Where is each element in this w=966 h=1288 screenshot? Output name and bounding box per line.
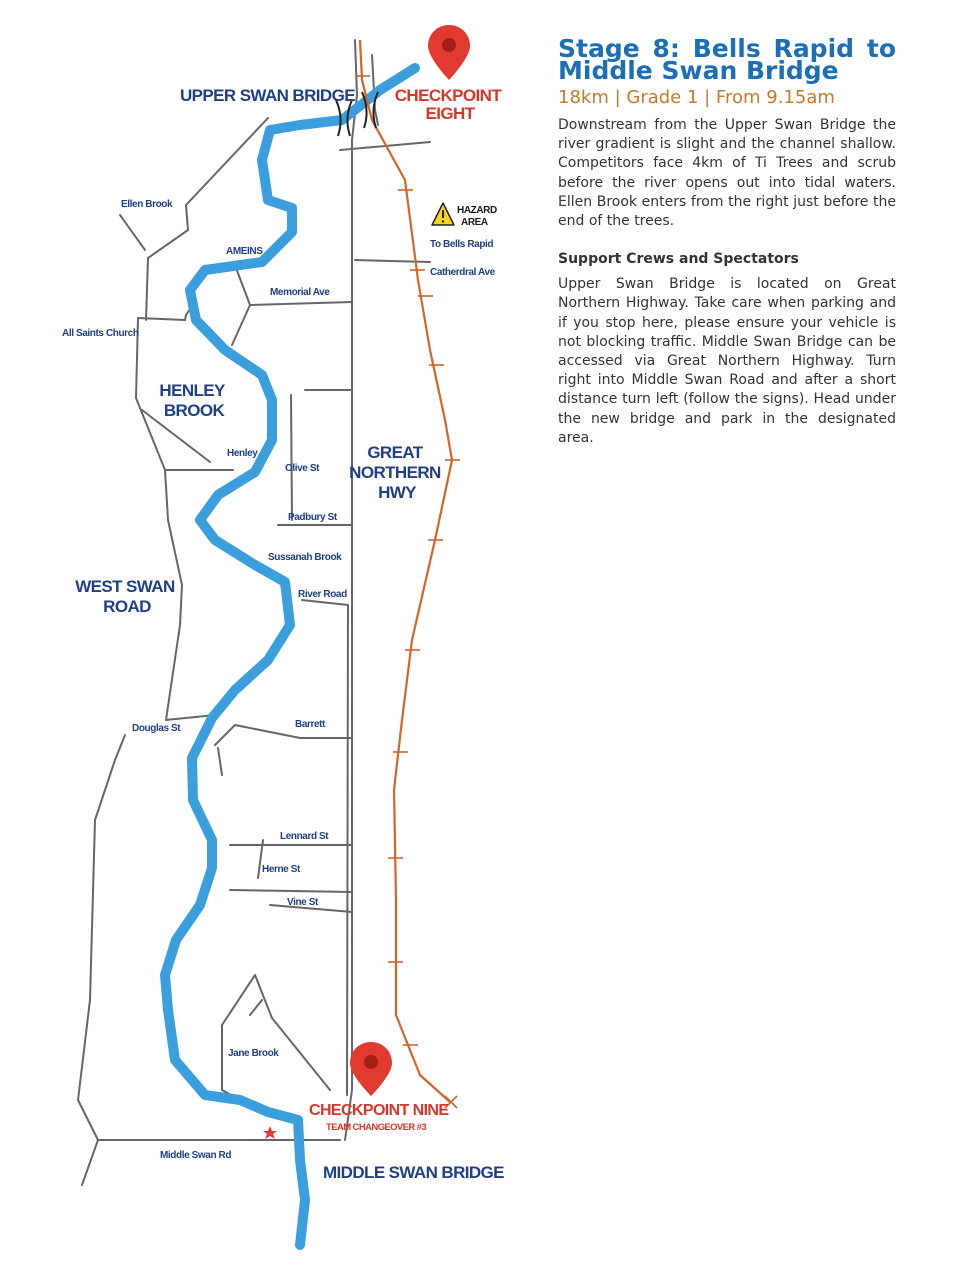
susannah-brook-label: Sussanah Brook xyxy=(268,552,342,563)
to-bells-rapid-label: To Bells Rapid xyxy=(430,239,494,250)
cathedral-ave-label: Catherdral Ave xyxy=(430,267,495,278)
herne-st-label: Herne St xyxy=(262,864,300,875)
middle-swan-bridge-label: MIDDLE SWAN BRIDGE xyxy=(323,1163,504,1182)
hazard-icon xyxy=(432,203,454,225)
barrett-label: Barrett xyxy=(295,719,325,730)
stage-title: Stage 8: Bells Rapid to Middle Swan Bridge xyxy=(558,34,896,85)
all-saints-church-label: All Saints Church xyxy=(62,328,139,339)
checkpoint-nine-marker-icon xyxy=(350,1042,392,1096)
upper-swan-bridge-label: UPPER SWAN BRIDGE xyxy=(180,86,355,105)
team-changeover-label: TEAM CHANGEOVER #3 xyxy=(326,1122,427,1133)
support-heading: Support Crews and Spectators xyxy=(558,251,799,268)
douglas-st-label: Douglas St xyxy=(132,723,181,734)
padbury-st-label: Padbury St xyxy=(288,512,337,523)
ellen-brook-label: Ellen Brook xyxy=(121,199,173,210)
memorial-ave-label: Memorial Ave xyxy=(270,287,330,298)
star-icon xyxy=(263,1126,277,1139)
middle-swan-rd-label: Middle Swan Rd xyxy=(160,1150,232,1161)
river-road-label: River Road xyxy=(298,589,347,600)
stage-subtitle: 18km | Grade 1 | From 9.15am xyxy=(558,87,835,108)
hazard-area-label: HAZARD AREA xyxy=(457,205,497,228)
west-swan-road-label: WEST SWAN ROAD xyxy=(75,577,175,616)
olive-st-label: Olive St xyxy=(285,463,320,474)
vine-st-label: Vine St xyxy=(287,897,318,908)
checkpoint-eight-label: CHECKPOINT EIGHT xyxy=(394,86,502,123)
checkpoint-nine-label: CHECKPOINT NINE xyxy=(309,1102,449,1119)
jane-brook-label: Jane Brook xyxy=(228,1048,279,1059)
ameins-label: AMEINS xyxy=(226,246,263,257)
checkpoint-eight-marker-icon xyxy=(428,25,470,80)
intro-paragraph: Downstream from the Upper Swan Bridge the river gradient is slight and the channel shallow. Competitors face 4km of Ti Trees and scrub before the river opens out into tidal waters. Ellen Brook enters from the right just before the end of the trees. xyxy=(558,117,896,230)
henley-label: Henley xyxy=(227,448,258,459)
henley-brook-label: HENLEY BROOK xyxy=(159,381,225,420)
lennard-st-label: Lennard St xyxy=(280,831,329,842)
article xyxy=(558,34,896,448)
great-northern-hwy-label: GREAT NORTHERN HWY xyxy=(349,443,441,502)
support-paragraph: Upper Swan Bridge is located on Great Northern Highway. Take care when parking and if you stop here, please ensure your vehicle is not blocking traffic. Middle Swan Bridge can be accessed via Great Northern Highway. Turn right into Middle Swan Road and after a short distance turn left (follow the signs). Head under the new bridge and park in the designated area. xyxy=(558,276,896,446)
railway xyxy=(355,40,460,1108)
